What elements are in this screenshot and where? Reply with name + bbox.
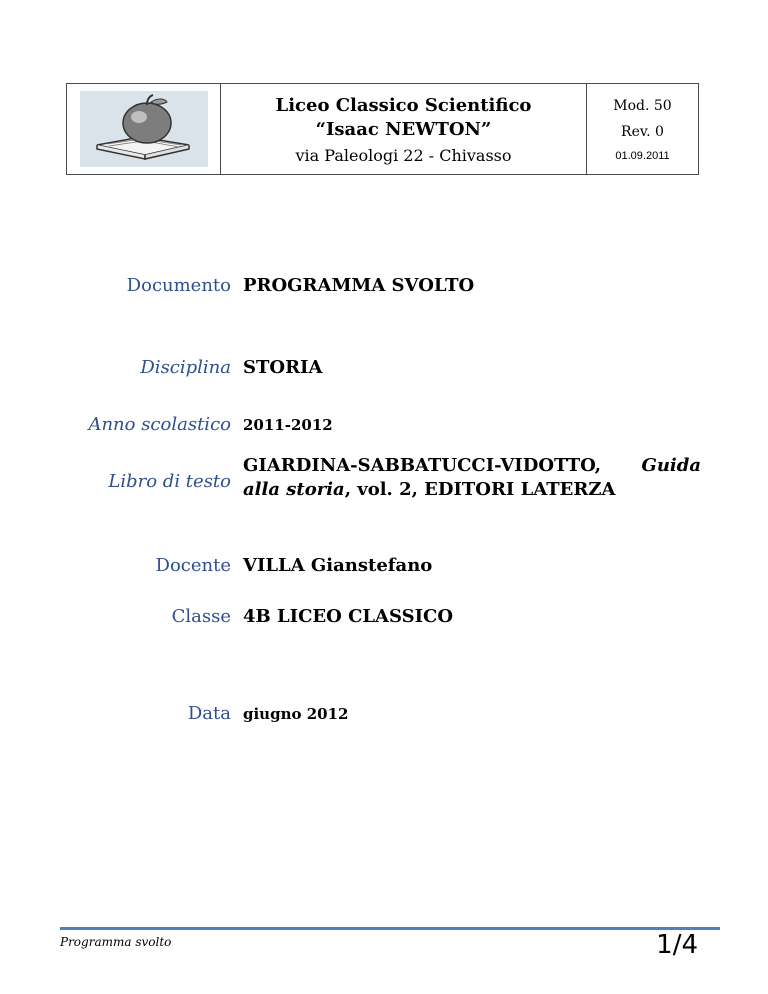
documento-value: PROGRAMMA SVOLTO — [243, 275, 475, 296]
school-subtitle: “Isaac NEWTON” — [315, 119, 492, 140]
revision-number: Rev. 0 — [621, 124, 664, 140]
apple-on-book-icon — [89, 93, 199, 165]
document-header-table — [66, 83, 699, 175]
school-address: via Paleologi 22 - Chivasso — [295, 146, 512, 165]
libro-line-1 — [243, 455, 701, 476]
docente-value: VILLA Gianstefano — [243, 555, 433, 576]
data-label: Data — [187, 703, 231, 724]
school-logo — [80, 91, 208, 167]
footer-divider — [60, 927, 720, 930]
disciplina-value: STORIA — [243, 357, 323, 378]
school-name: Liceo Classico Scientifico — [275, 95, 532, 116]
libro-title-part2: alla storia — [243, 479, 345, 500]
school-title-cell — [221, 84, 587, 174]
revision-date: 01.09.2011 — [615, 150, 670, 162]
logo-cell — [67, 84, 221, 174]
module-number: Mod. 50 — [613, 98, 672, 114]
libro-di-testo-label: Libro di testo — [108, 471, 231, 492]
page-number: 1/4 — [656, 930, 698, 960]
disciplina-label: Disciplina — [140, 357, 231, 378]
documento-label: Documento — [126, 275, 231, 296]
classe-value: 4B LICEO CLASSICO — [243, 606, 454, 627]
data-value: giugno 2012 — [243, 705, 349, 723]
libro-line-2 — [243, 479, 615, 500]
revision-cell — [587, 84, 698, 174]
classe-label: Classe — [171, 606, 231, 627]
docente-label: Docente — [155, 555, 231, 576]
anno-scolastico-label: Anno scolastico — [88, 414, 231, 435]
libro-title-part1: Guida — [641, 455, 701, 476]
anno-scolastico-value: 2011-2012 — [243, 416, 333, 434]
libro-authors: GIARDINA-SABBATUCCI-VIDOTTO, — [243, 455, 602, 476]
footer-document-name: Programma svolto — [60, 935, 172, 949]
libro-rest: , vol. 2, EDITORI LATERZA — [344, 479, 616, 500]
